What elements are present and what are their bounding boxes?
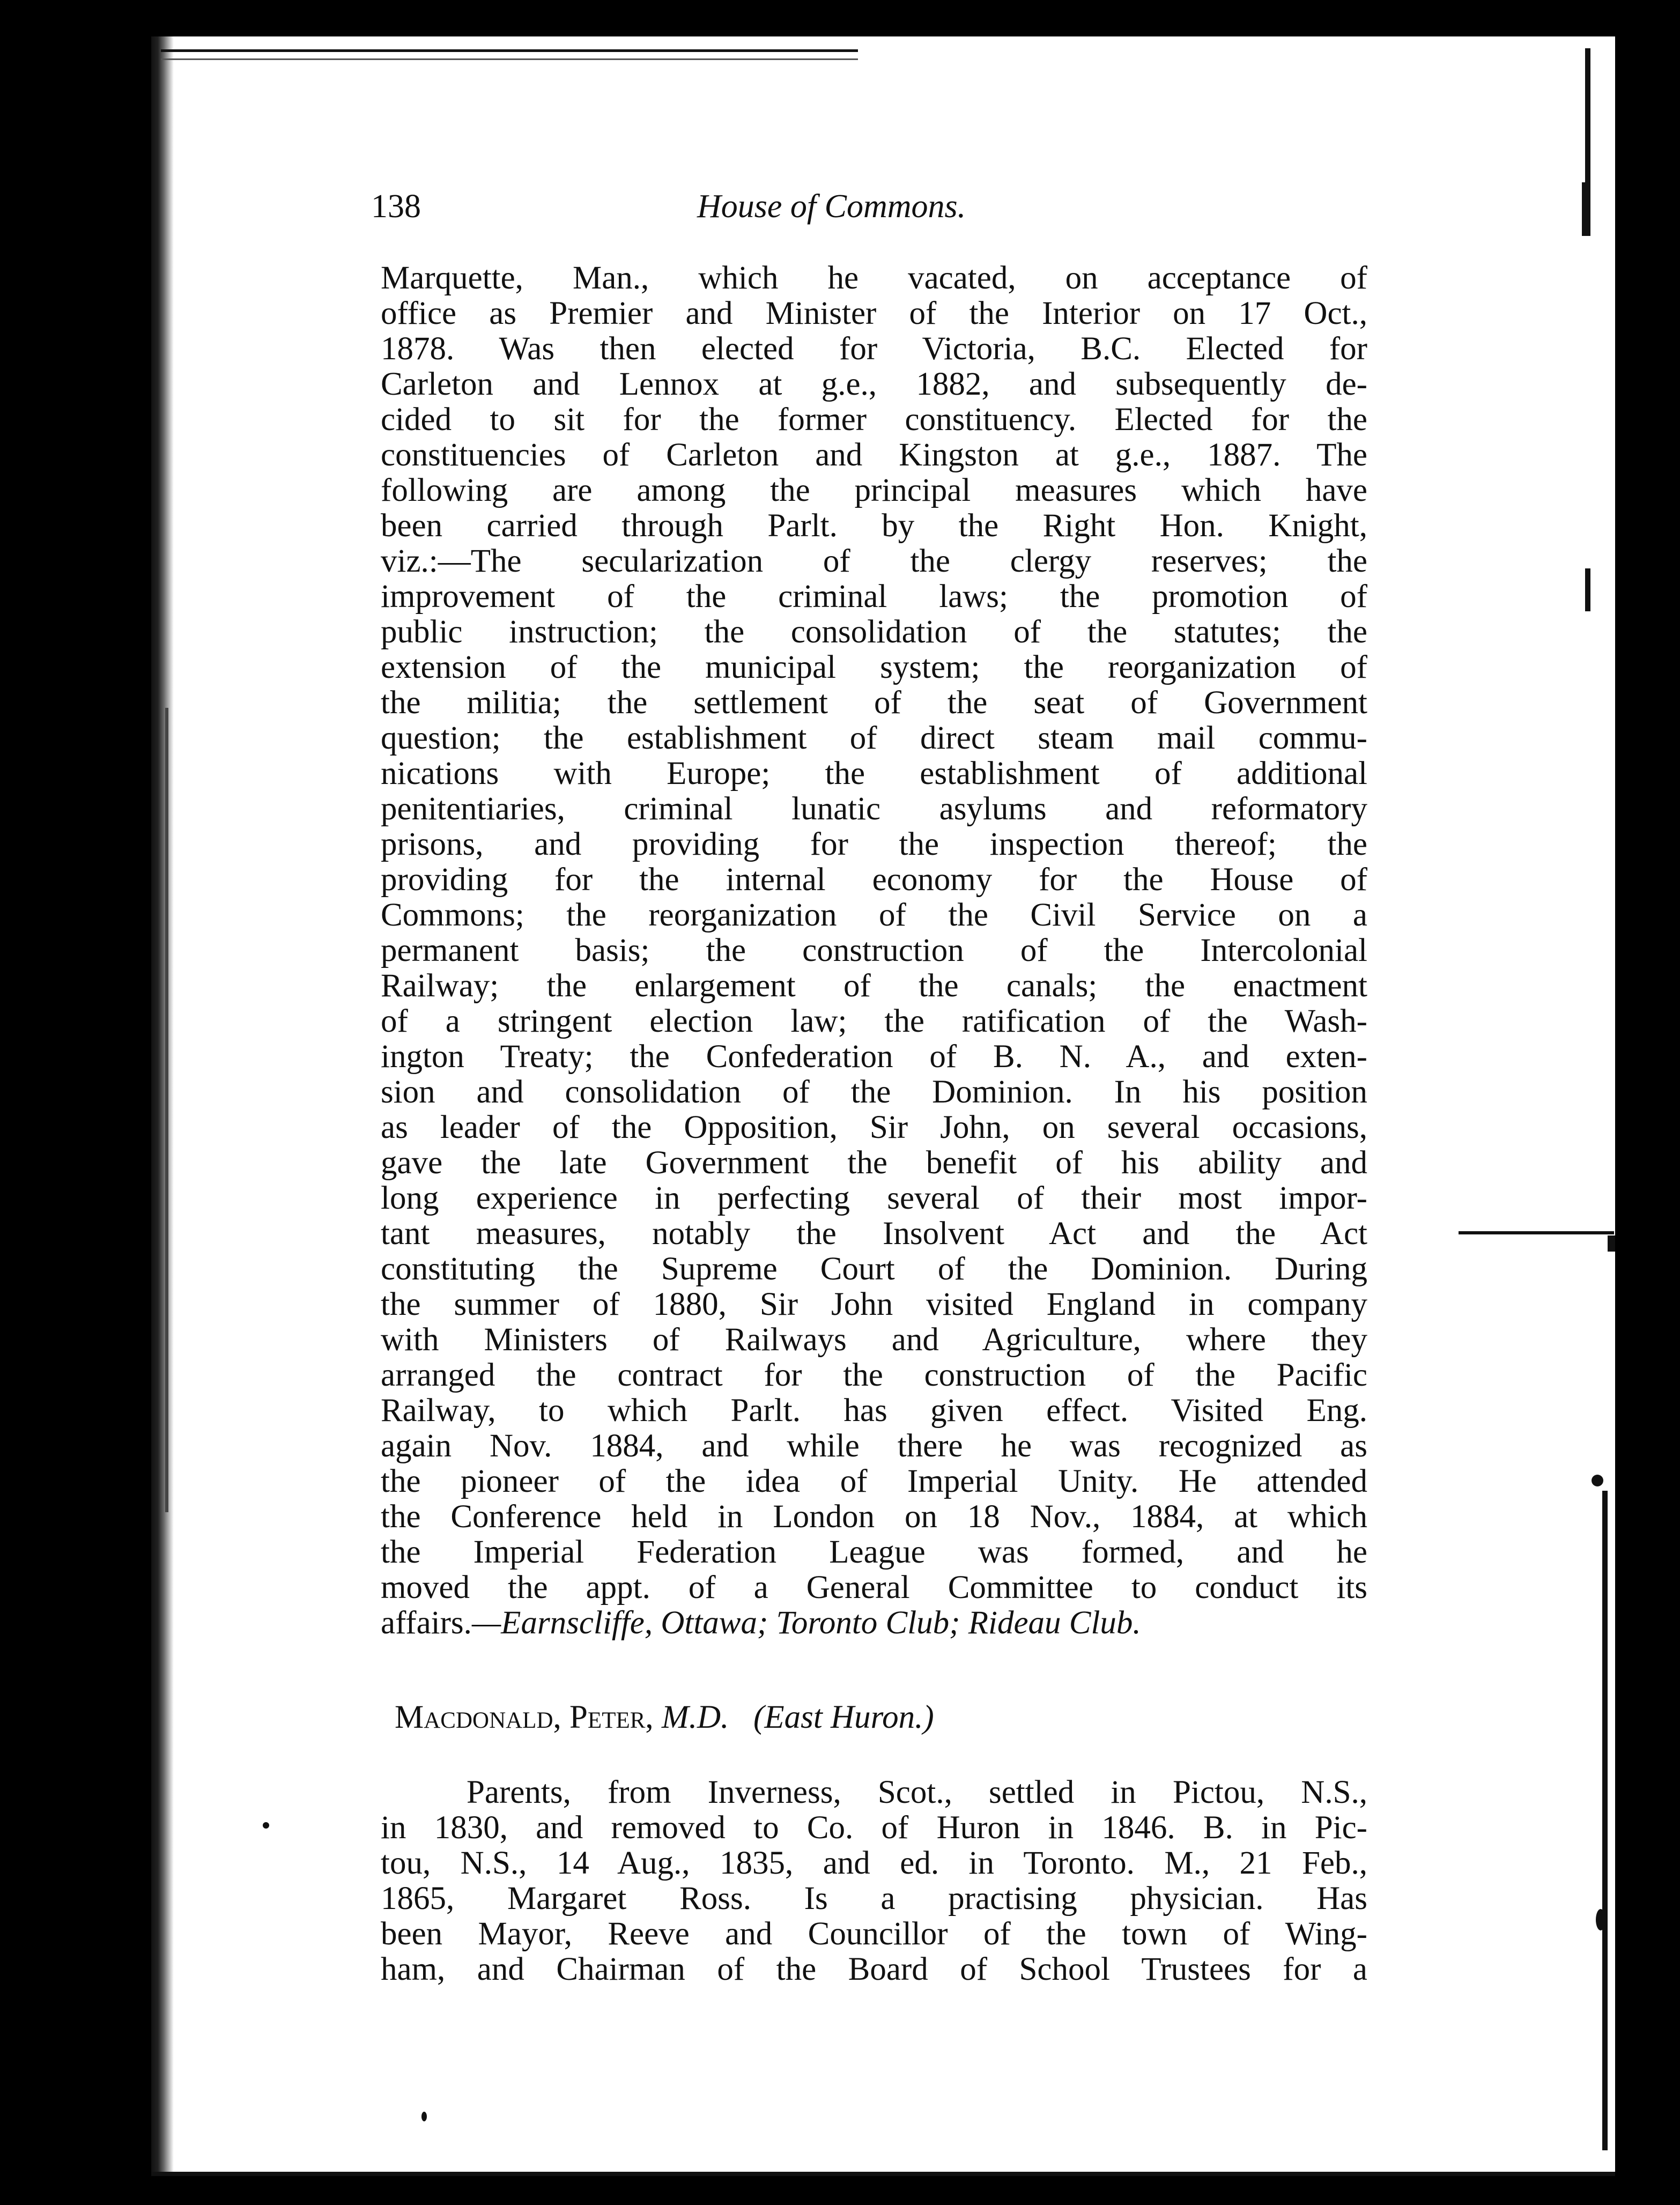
text-line: the militia; the settlement of the seat of Government <box>381 685 1367 721</box>
scan-left-edge <box>151 36 174 2176</box>
text-line: sion and consolidation of the Dominion. In his position <box>381 1074 1367 1110</box>
text-line: Marquette, Man., which he vacated, on acceptance of <box>381 260 1367 296</box>
text-line: public instruction; the consolidation of the statutes; the <box>381 614 1367 650</box>
scan-top-rule <box>161 49 858 60</box>
text-line: Railway, to which Parlt. has given effect. Visited Eng. <box>381 1393 1367 1429</box>
scan-dot-right-2 <box>1596 1909 1605 1930</box>
scan-mark-right-4 <box>1459 1231 1614 1234</box>
text-line: the summer of 1880, Sir John visited England in company <box>381 1286 1367 1322</box>
entry-constituency: (East Huron.) <box>753 1699 934 1735</box>
scan-dot-left-1 <box>263 1822 269 1829</box>
text-line: question; the establishment of direct steam mail commu- <box>381 720 1367 756</box>
text-line: cided to sit for the former constituency. Elected for the <box>381 402 1367 438</box>
text-line: ington Treaty; the Confederation of B. N. A., and exten- <box>381 1039 1367 1075</box>
text-line: constituencies of Carleton and Kingston at g.e., 1887. The <box>381 437 1367 473</box>
text-line: providing for the internal economy for the House of <box>381 862 1367 898</box>
continuation-paragraph <box>381 261 1367 1641</box>
entry-heading <box>395 1699 934 1736</box>
text-line-final <box>381 1605 1367 1641</box>
scan-mark-right-2 <box>1582 182 1590 236</box>
scan-mark-right-6 <box>1602 1491 1608 2150</box>
text-line: of a stringent election law; the ratification of the Wash- <box>381 1003 1367 1039</box>
page-number: 138 <box>371 188 421 225</box>
text-line: 1878. Was then elected for Victoria, B.C. Elected for <box>381 331 1367 367</box>
text-line: 1865, Margaret Ross. Is a practising physician. Has <box>381 1881 1367 1917</box>
scan-dot-right-1 <box>1592 1475 1603 1486</box>
text-line: been Mayor, Reeve and Councillor of the town of Wing- <box>381 1916 1367 1952</box>
text-line: arranged the contract for the construction of the Pacific <box>381 1357 1367 1393</box>
running-title: House of Commons. <box>697 188 966 225</box>
scan-bottom-edge <box>151 2172 1615 2176</box>
text-line: following are among the principal measures which have <box>381 472 1367 508</box>
text-line: the pioneer of the idea of Imperial Unity. He attended <box>381 1463 1367 1499</box>
scan-mark-right-1 <box>1585 48 1590 182</box>
addresses: —Earnscliffe, Ottawa; Toronto Club; Rideau Club. <box>471 1605 1141 1641</box>
entry-degree: M.D. <box>661 1699 729 1735</box>
text-line: again Nov. 1884, and while there he was recognized as <box>381 1428 1367 1464</box>
running-head <box>371 188 1068 236</box>
text-line: Parents, from Inverness, Scot., settled in Pictou, N.S., <box>467 1774 1367 1810</box>
scan-mark-right-3 <box>1585 568 1590 611</box>
final-line-lead: affairs. <box>381 1605 472 1641</box>
text-line: the Imperial Federation League was formed, and he <box>381 1534 1367 1570</box>
text-line: Railway; the enlargement of the canals; the enactment <box>381 968 1367 1004</box>
text-line: prisons, and providing for the inspection thereof; the <box>381 826 1367 862</box>
text-line: nications with Europe; the establishment of additional <box>381 756 1367 791</box>
text-line: gave the late Government the benefit of his ability and <box>381 1145 1367 1181</box>
text-line: been carried through Parlt. by the Right Hon. Knight, <box>381 508 1367 544</box>
text-line: with Ministers of Railways and Agriculture, where they <box>381 1322 1367 1358</box>
text-line: Carleton and Lennox at g.e., 1882, and subsequently de- <box>381 366 1367 402</box>
text-line: penitentiaries, criminal lunatic asylums and reformatory <box>381 791 1367 827</box>
text-line: moved the appt. of a General Committee to conduct its <box>381 1570 1367 1605</box>
scan-mark-left-fleck <box>165 708 168 1512</box>
text-line: constituting the Supreme Court of the Dominion. During <box>381 1251 1367 1287</box>
text-line: viz.:—The secularization of the clergy reserves; the <box>381 543 1367 579</box>
scan-dot-bottom-1 <box>421 2112 427 2121</box>
text-line: tant measures, notably the Insolvent Act and the Act <box>381 1216 1367 1252</box>
text-line: in 1830, and removed to Co. of Huron in 1846. B. in Pic- <box>381 1810 1367 1846</box>
text-line: extension of the municipal system; the reorganization of <box>381 649 1367 685</box>
text-line: ham, and Chairman of the Board of School Trustees for a <box>381 1951 1367 1987</box>
entry-paragraph <box>381 1775 1367 1987</box>
text-line: the Conference held in London on 18 Nov., 1884, at which <box>381 1499 1367 1535</box>
text-line: Commons; the reorganization of the Civil Service on a <box>381 897 1367 933</box>
text-line: long experience in perfecting several of their most impor- <box>381 1180 1367 1216</box>
text-line: tou, N.S., 14 Aug., 1835, and ed. in Toronto. M., 21 Feb., <box>381 1845 1367 1881</box>
scan-mark-right-5 <box>1608 1235 1615 1252</box>
text-line: as leader of the Opposition, Sir John, on several occasions, <box>381 1109 1367 1145</box>
text-line: improvement of the criminal laws; the promotion of <box>381 579 1367 615</box>
entry-name: Macdonald, Peter, <box>395 1699 654 1735</box>
text-line: office as Premier and Minister of the Interior on 17 Oct., <box>381 295 1367 331</box>
text-line: permanent basis; the construction of the Intercolonial <box>381 933 1367 968</box>
